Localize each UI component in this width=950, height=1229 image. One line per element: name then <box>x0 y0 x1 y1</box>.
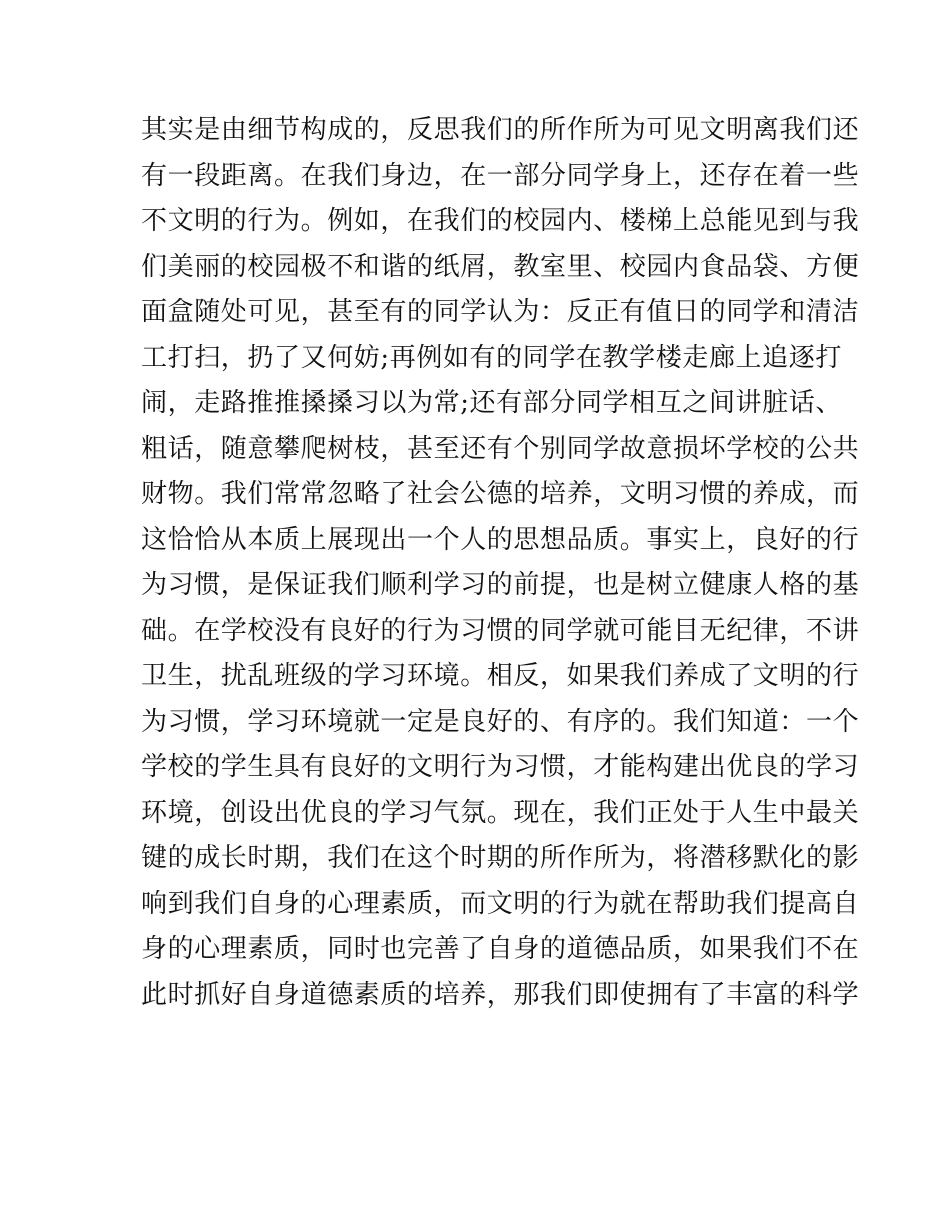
text-line: 此时抓好自身道德素质的培养，那我们即使拥有了丰富的科学 <box>141 979 860 1010</box>
text-line: 面盒随处可见，甚至有的同学认为：反正有值日的同学和清洁 <box>141 297 860 327</box>
text-line: 闹，走路推推搡搡习以为常;还有部分同学相互之间讲脏话、 <box>141 388 842 418</box>
body-text <box>141 108 860 1018</box>
text-line: 环境，创设出优良的学习气氛。现在，我们正处于人生中最关 <box>141 797 860 828</box>
text-line: 工打扫，扔了又何妨;再例如有的同学在教学楼走廊上追逐打 <box>141 342 842 373</box>
text-line: 键的成长时期，我们在这个时期的所作所为，将潜移默化的影 <box>141 843 860 873</box>
text-line: 卫生，扰乱班级的学习环境。相反，如果我们养成了文明的行 <box>141 661 860 691</box>
text-line: 身的心理素质，同时也完善了自身的道德品质，如果我们不在 <box>141 934 860 964</box>
text-line: 们美丽的校园极不和谐的纸屑，教室里、校园内食品袋、方便 <box>141 251 860 282</box>
text-line: 粗话，随意攀爬树枝，甚至还有个别同学故意损坏学校的公共 <box>141 433 860 464</box>
text-line: 响到我们自身的心理素质，而文明的行为就在帮助我们提高自 <box>141 888 860 919</box>
text-line: 有一段距离。在我们身边，在一部分同学身上，还存在着一些 <box>141 160 860 191</box>
text-line: 为习惯，学习环境就一定是良好的、有序的。我们知道：一个 <box>141 706 860 737</box>
text-line: 为习惯，是保证我们顺利学习的前提，也是树立健康人格的基 <box>141 570 860 600</box>
text-line: 其实是由细节构成的，反思我们的所作所为可见文明离我们还 <box>141 115 860 145</box>
text-line: 学校的学生具有良好的文明行为习惯，才能构建出优良的学习 <box>141 752 860 782</box>
text-line: 这恰恰从本质上展现出一个人的思想品质。事实上，良好的行 <box>141 524 860 555</box>
text-line: 础。在学校没有良好的行为习惯的同学就可能目无纪律，不讲 <box>141 615 860 646</box>
text-line: 不文明的行为。例如，在我们的校园内、楼梯上总能见到与我 <box>141 206 860 236</box>
text-line: 财物。我们常常忽略了社会公德的培养，文明习惯的养成，而 <box>141 479 860 509</box>
